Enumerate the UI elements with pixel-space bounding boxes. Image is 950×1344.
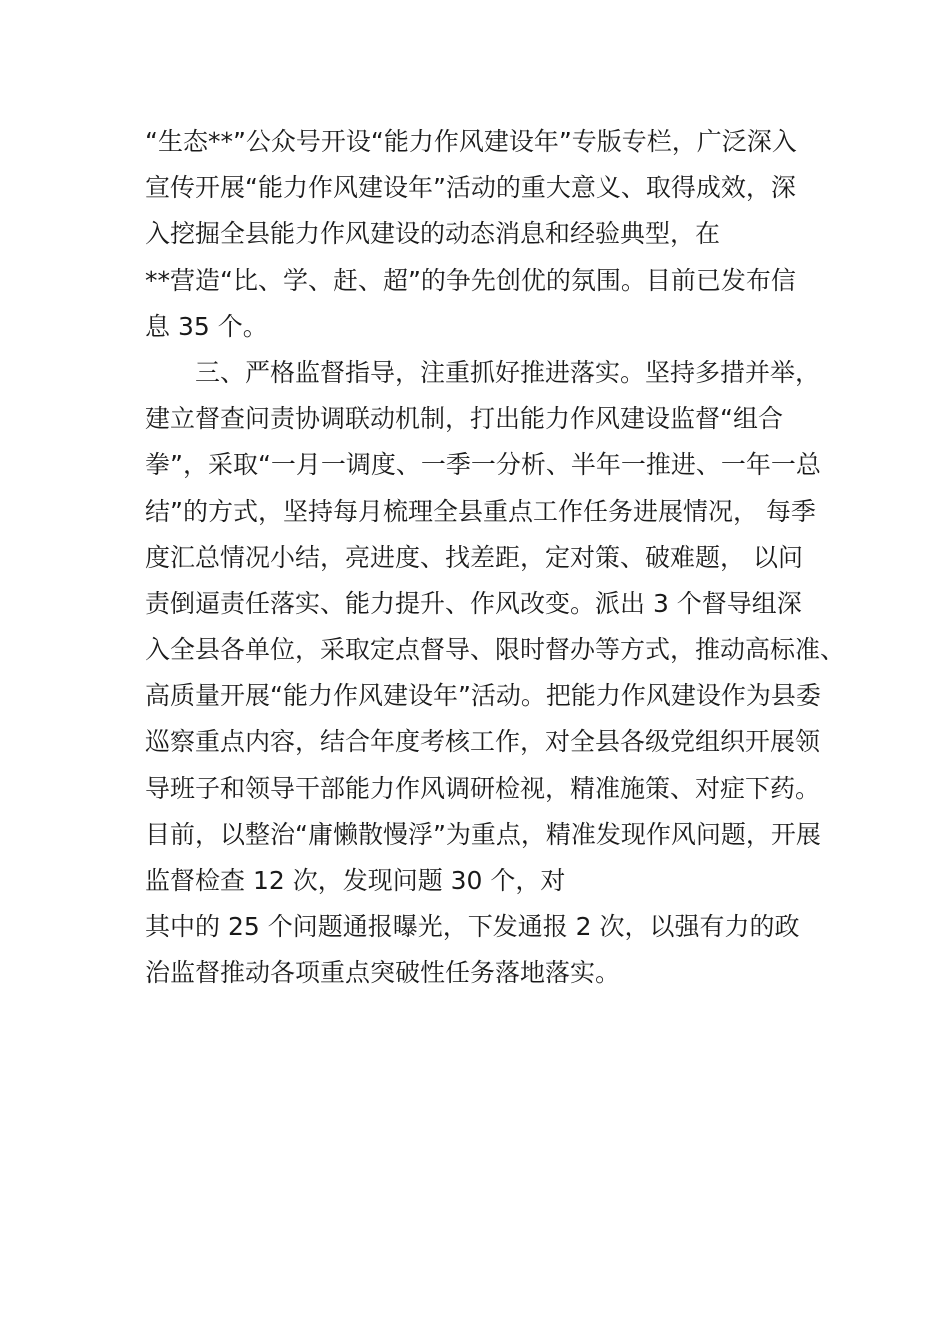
text-line: 巡察重点内容，结合年度考核工作，对全县各级党组织开展领 [145,727,821,757]
text-line: 高质量开展“能力作风建设年”活动。把能力作风建设作为县委 [145,681,821,711]
text-line: 导班子和领导干部能力作风调研检视，精准施策、对症下药。 [145,773,821,803]
text-line: **营造“比、学、赶、超”的争先创优的氛围。目前已发布信 [145,265,796,295]
text-line: 治监督推动各项重点突破性任务落地落实。 [145,958,621,988]
text-line: 入挖掘全县能力作风建设的动态消息和经验典型，在 [145,219,721,249]
text-line: 监督检查 12 次，发现问题 30 个，对 [145,866,566,895]
text-line: 其中的 25 个问题通报曝光，下发通报 2 次，以强有力的政 [145,912,800,942]
text-line: 目前，以整治“庸懒散慢浮”为重点，精准发现作风问题，开展 [145,819,821,849]
text-line: 拳”，采取“一月一调度、一季一分析、半年一推进、一年一总 [145,450,821,480]
text-line: “生态**”公众号开设“能力作风建设年”专版专栏，广泛深入 [145,127,797,156]
text-line: 度汇总情况小结，亮进度、找差距，定对策、破难题， 以问 [145,542,803,572]
text-line: 建立督查问责协调联动机制，打出能力作风建设监督“组合 [145,404,783,434]
text-line: 入全县各单位，采取定点督导、限时督办等方式，推动高标准、 [145,635,846,665]
text-line: 责倒逼责任落实、能力提升、作风改变。派出 3 个督导组深 [145,588,802,618]
text-line: 宣传开展“能力作风建设年”活动的重大意义、取得成效，深 [145,173,796,203]
body-text [145,119,846,997]
text-line: 结”的方式，坚持每月梳理全县重点工作任务进展情况， 每季 [145,496,816,526]
section-heading-line: 三、严格监督指导，注重抓好推进落实。坚持多措并举， [195,357,821,387]
text-line: 息 35 个。 [145,311,268,341]
